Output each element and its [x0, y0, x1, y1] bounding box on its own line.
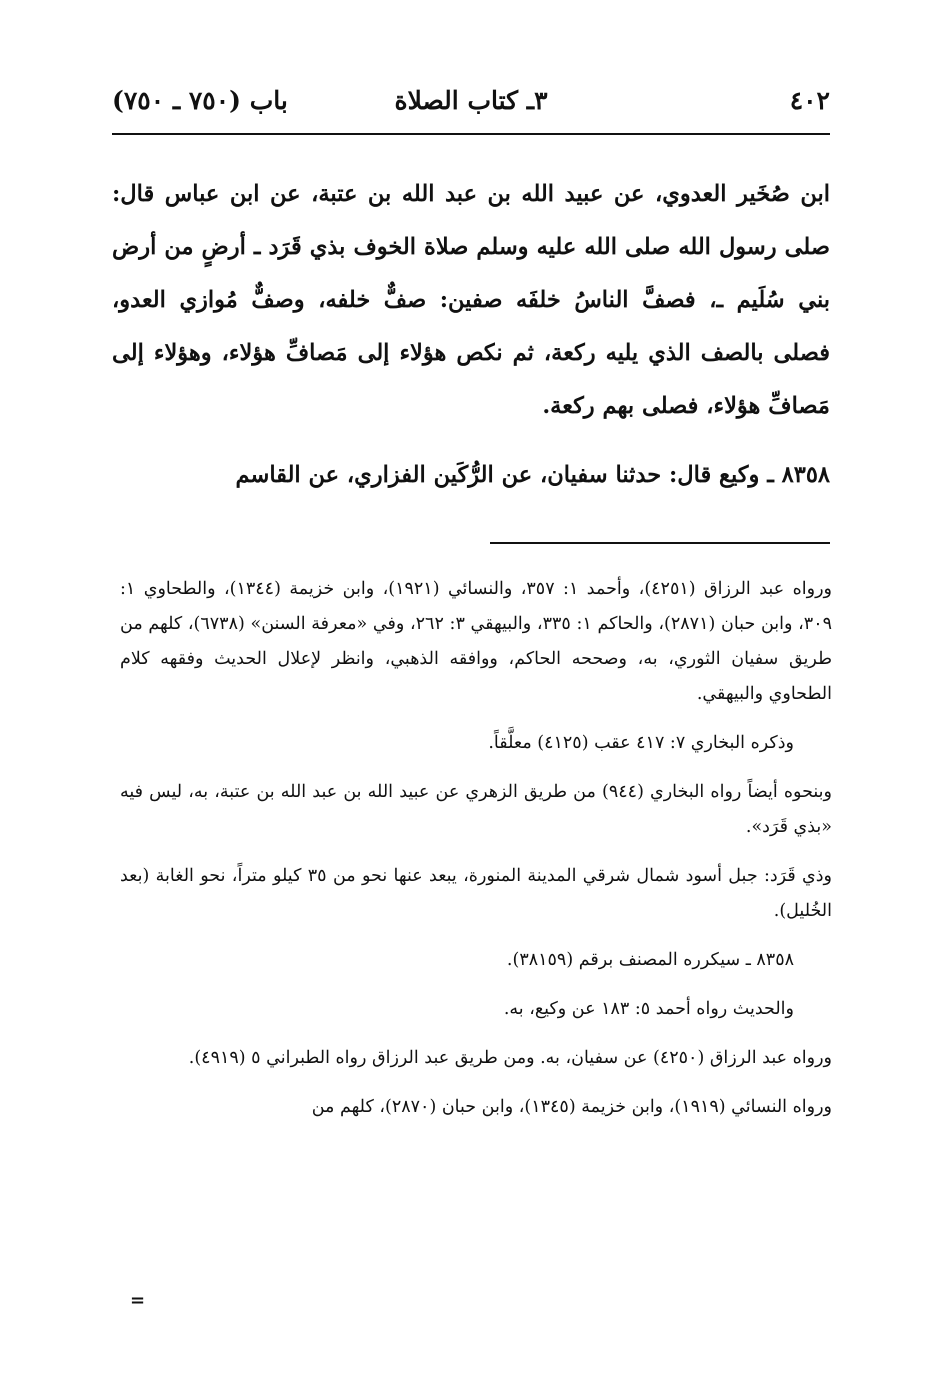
footnotes	[120, 572, 832, 1139]
footnote-paragraph: ٨٣٥٨ ـ سيكرره المصنف برقم (٣٨١٥٩).	[506, 950, 794, 970]
page-header	[112, 82, 830, 132]
footnote-paragraph: ورواه عبد الرزاق (٤٢٥٠) عن سفيان، به. ومن طريق عبد الرزاق رواه الطبراني ٥ (٤٩١٩).	[188, 1048, 832, 1068]
footnote-paragraph: ورواه النسائي (١٩١٩)، وابن خزيمة (١٣٤٥)، وابن حبان (٢٨٧٠)، كلهم من	[311, 1097, 832, 1117]
footnote-paragraph: وبنحوه أيضاً رواه البخاري (٩٤٤) من طريق الزهري عن عبيد الله بن عبد الله بن عتبة، به، ليس فيه «بذي قَرَد».	[120, 782, 832, 837]
footnote-divider	[490, 542, 830, 544]
footnote-paragraph: وذكره البخاري ٧: ٤١٧ عقب (٤١٢٥) معلَّقاً.	[488, 733, 794, 753]
hadith-8358: ٨٣٥٨ ـ وكيع قال: حدثنا سفيان، عن الرُّكَين الفزاري، عن القاسم	[235, 462, 830, 488]
footnote-paragraph: ورواه عبد الرزاق (٤٢٥١)، وأحمد ١: ٣٥٧، والنسائي (١٩٢١)، وابن خزيمة (١٣٤٤)، والطحاوي ١: ٣٠٩، وابن حبان (٢٨٧١)، والحاكم ١: ٣٣٥، والبيهقي ٣: ٢٦٢، وفي «معرفة السنن» (٦٧٣٨)، كلهم من طريق سفيان الثوري، به، وصححه الحاكم، ووافقه الذهبي، وانظر لإعلال الحديث وفقهه كلام الطحاوي والبيهقي.	[120, 579, 832, 704]
header-divider	[112, 133, 830, 135]
chapter-reference: باب (٧٥٠ ـ ٧٥٠)	[112, 86, 288, 115]
main-text	[112, 168, 830, 502]
footnote-paragraph: وذي قَرَد: جبل أسود شمال شرقي المدينة المنورة، يبعد عنها نحو من ٣٥ كيلو متراً، نحو الغابة (بعد الخُليل).	[120, 866, 832, 921]
main-paragraph: ابن صُخَير العدوي، عن عبيد الله بن عبد الله بن عتبة، عن ابن عباس قال: صلى رسول الله صلى الله عليه وسلم صلاة الخوف بذي قَرَد ـ أرضٍ من أرض بني سُلَيم ـ، فصفَّ الناسُ خلفَه صفين: صفٌّ خلفه، وصفٌّ مُوازي العدو، فصلى بالصف الذي يليه ركعة، ثم نكص هؤلاء إلى مَصافِّ هؤلاء، وهؤلاء إلى مَصافِّ هؤلاء، فصلى بهم ركعة.	[112, 181, 830, 419]
footnote-paragraph: والحديث رواه أحمد ٥: ١٨٣ عن وكيع، به.	[503, 999, 794, 1019]
book-title: ٣ـ كتاب الصلاة	[394, 86, 548, 115]
page-number: ٤٠٢	[789, 86, 830, 115]
continuation-mark: =	[130, 1290, 146, 1311]
